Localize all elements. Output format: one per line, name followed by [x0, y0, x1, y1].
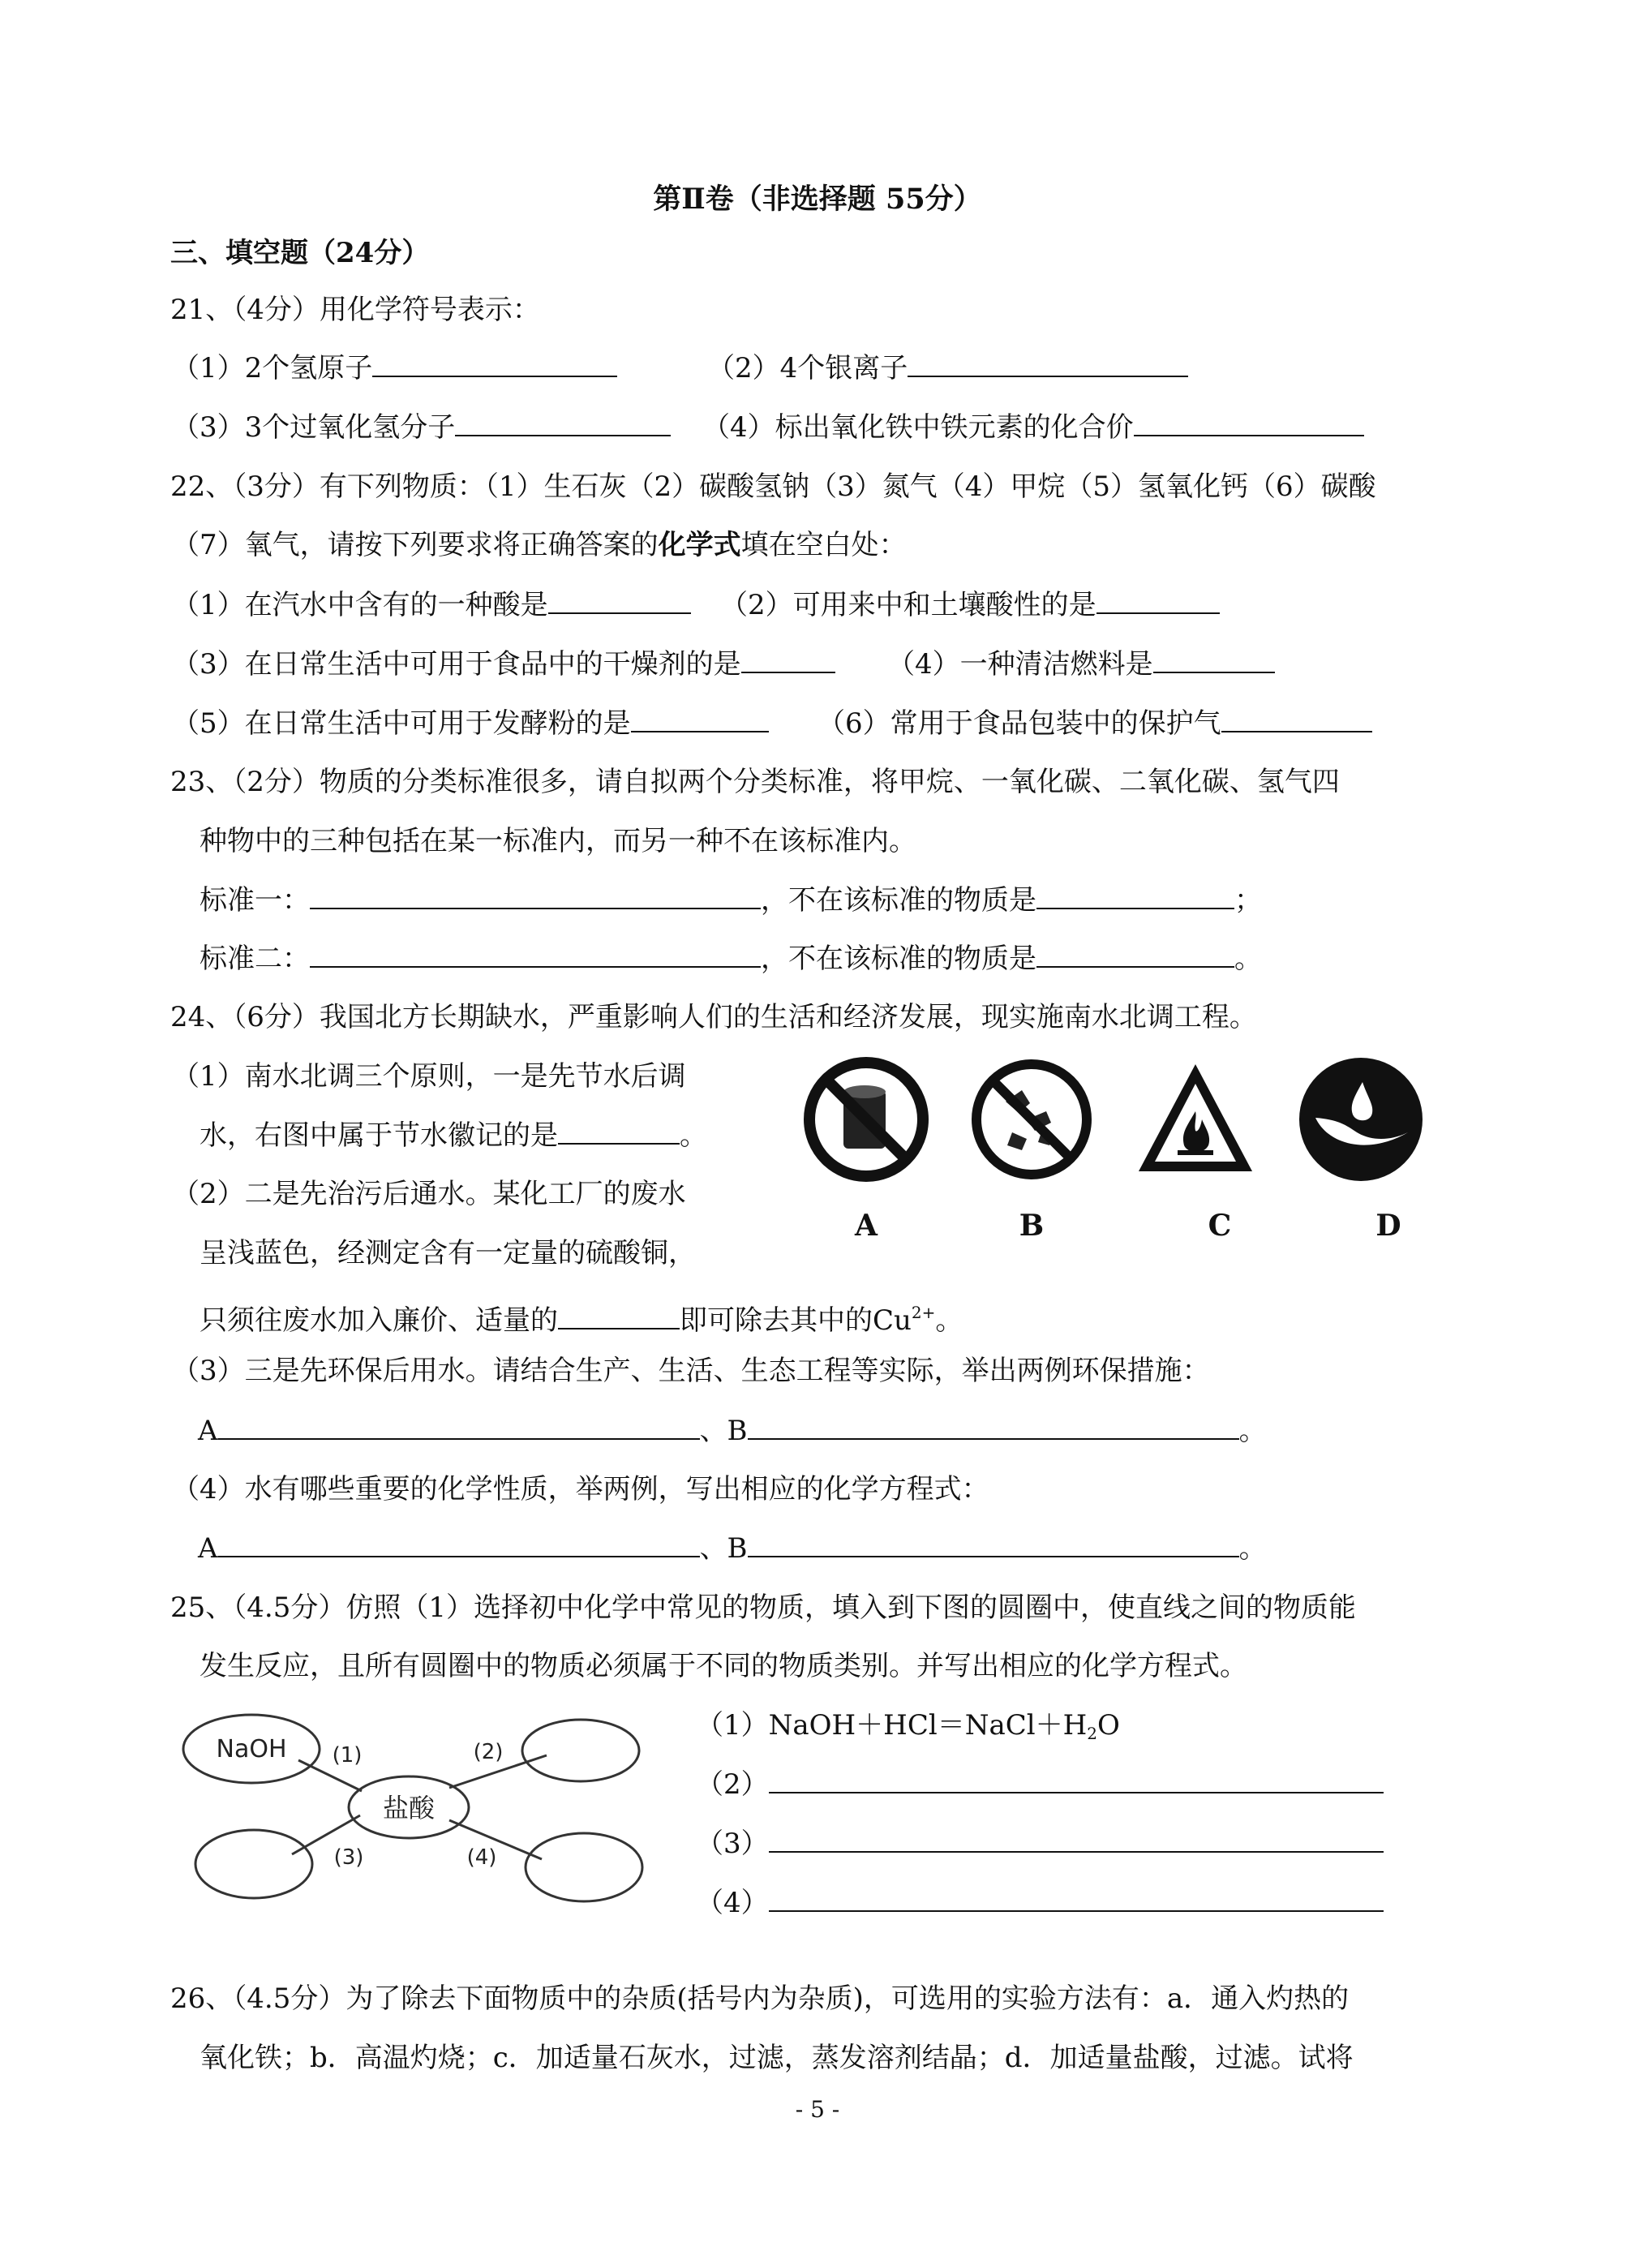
link-label-4: (4) — [466, 1845, 497, 1870]
q24-part4-answers — [198, 1529, 1267, 1568]
equation-text: （1）NaOH＋HCl＝NaCl＋H — [696, 1709, 1088, 1742]
q23-standard2 — [200, 939, 1262, 978]
q24-part2-line2: 呈浅蓝色，经测定含有一定量的硫酸铜， — [200, 1237, 696, 1269]
q26-stem-line1: 26、（4.5分）为了除去下面物质中的杂质(括号内为杂质)，可选用的实验方法有：a．通入灼热的 — [170, 1982, 1350, 2015]
answer-blank[interactable] — [1221, 707, 1372, 732]
answer-blank[interactable] — [1036, 942, 1234, 968]
q22-stem-text: （7）氧气，请按下列要求将正确答案的 — [172, 529, 659, 561]
naoh-label: NaOH — [216, 1735, 287, 1763]
reaction-diagram — [177, 1702, 647, 1906]
q21-part3-text: （3）3个过氧化氢分子 — [172, 411, 456, 444]
q22-part5 — [172, 704, 769, 743]
q25-equation2 — [696, 1765, 1384, 1804]
flammable-warning-sign-icon — [1131, 1055, 1260, 1184]
q24-part2-line1: （2）二是先治污后通水。某化工厂的废水 — [172, 1178, 686, 1210]
q22-part3-text: （3）在日常生活中可用于食品中的干燥剂的是 — [172, 648, 741, 681]
punctuation: 。 — [1234, 943, 1262, 975]
link-label-2: (2) — [473, 1740, 504, 1764]
q24-part3: （3）三是先环保后用水。请结合生产、生活、生态工程等实际，举出两例环保措施： — [172, 1355, 1210, 1387]
punctuation: 。 — [680, 1119, 707, 1152]
q21-part1-text: （1）2个氢原子 — [172, 352, 373, 384]
q25-equation4 — [696, 1884, 1384, 1922]
q22-part1 — [172, 586, 691, 625]
q22-part1-text: （1）在汽水中含有的一种酸是 — [172, 589, 548, 621]
q21-part1 — [172, 349, 617, 388]
hydrochloric-acid-label: 盐酸 — [382, 1793, 436, 1823]
answer-blank[interactable] — [558, 1119, 680, 1145]
q22-part4 — [887, 645, 1275, 684]
equation-label: （4） — [696, 1887, 769, 1919]
q25-stem-line2: 发生反应，且所有圆圈中的物质必须属于不同的物质类别。并写出相应的化学方程式。 — [200, 1650, 1247, 1682]
empty-circle-2[interactable] — [522, 1720, 639, 1781]
answer-blank[interactable] — [748, 1414, 1239, 1440]
no-littering-sign-icon — [967, 1055, 1096, 1184]
not-in-label: ，不在该标准的物质是 — [761, 943, 1036, 975]
answer-blank[interactable] — [218, 1531, 700, 1557]
standard-label: 标准二： — [200, 943, 310, 975]
answer-label-a: A — [198, 1415, 218, 1447]
equation-text-end: O — [1097, 1709, 1120, 1742]
answer-blank[interactable] — [769, 1827, 1384, 1853]
answer-blank[interactable] — [1153, 647, 1275, 673]
q24-part1-line1: （1）南水北调三个原则，一是先节水后调 — [172, 1060, 686, 1093]
q23-stem-line2: 种物中的三种包括在某一标准内，而另一种不在该标准内。 — [200, 825, 916, 857]
answer-blank[interactable] — [310, 883, 761, 909]
q22-stem-line1: 22、（3分）有下列物质：（1）生石灰（2）碳酸氢钠（3）氮气（4）甲烷（5）氢氧化钙（6）碳酸 — [170, 470, 1376, 503]
sign-label-b: B — [1019, 1209, 1045, 1243]
q22-part3 — [172, 645, 835, 684]
equation-label: （3） — [696, 1828, 769, 1860]
equation-label: （2） — [696, 1768, 769, 1801]
q22-stem-end: 填在空白处： — [740, 529, 907, 561]
empty-circle-3[interactable] — [195, 1830, 312, 1898]
answer-blank[interactable] — [548, 588, 691, 614]
answer-blank[interactable] — [310, 942, 761, 968]
punctuation: 。 — [1238, 1415, 1267, 1447]
answer-blank[interactable] — [1096, 588, 1220, 614]
not-in-label: ，不在该标准的物质是 — [761, 884, 1036, 917]
ion-charge: 2+ — [911, 1303, 936, 1322]
answer-blank[interactable] — [558, 1304, 680, 1329]
q22-emphasis: 化学式 — [658, 529, 741, 561]
q24-stem: 24、（6分）我国北方长期缺水，严重影响人们的生活和经济发展，现实施南水北调工程。 — [170, 1001, 1257, 1033]
q25-stem-line1: 25、（4.5分）仿照（1）选择初中化学中常见的物质，填入到下图的圆圈中，使直线之间的物质能 — [170, 1591, 1356, 1624]
answer-blank[interactable] — [741, 647, 835, 673]
answer-blank[interactable] — [218, 1414, 700, 1440]
answer-blank[interactable] — [769, 1886, 1384, 1912]
part-title: 三、填空题（24分） — [170, 237, 430, 269]
no-oil-barrel-sign-icon — [801, 1055, 931, 1184]
q21-part2 — [707, 349, 1188, 388]
answer-label-a: A — [198, 1532, 218, 1565]
q22-part5-text: （5）在日常生活中可用于发酵粉的是 — [172, 707, 631, 740]
q21-part3 — [172, 408, 671, 447]
q22-part6 — [818, 704, 1372, 743]
q21-part4-text: （4）标出氧化铁中铁元素的化合价 — [702, 411, 1134, 444]
section-title: 第Ⅱ卷（非选择题 55分） — [653, 183, 982, 216]
q22-part2-text: （2）可用来中和土壤酸性的是 — [720, 589, 1096, 621]
empty-circle-4[interactable] — [526, 1833, 642, 1901]
standard-label: 标准一： — [200, 884, 310, 917]
q21-part2-text: （2）4个银离子 — [707, 352, 908, 384]
answer-blank[interactable] — [631, 707, 769, 732]
q24-part4: （4）水有哪些重要的化学性质，举两例，写出相应的化学方程式： — [172, 1473, 989, 1506]
q24-part3-answers — [198, 1411, 1267, 1450]
answer-blank[interactable] — [1134, 410, 1364, 436]
q25-equation1 — [696, 1706, 1120, 1753]
sign-label-c: C — [1208, 1209, 1232, 1243]
q25-equation3 — [696, 1824, 1384, 1863]
q22-part4-text: （4）一种清洁燃料是 — [887, 648, 1153, 681]
answer-blank[interactable] — [769, 1768, 1384, 1793]
q22-part2 — [720, 586, 1220, 625]
answer-blank[interactable] — [372, 351, 617, 377]
answer-label-b: 、B — [699, 1415, 748, 1447]
answer-blank[interactable] — [748, 1531, 1239, 1557]
punctuation: 。 — [1238, 1532, 1267, 1565]
q24-part2-line3 — [200, 1293, 963, 1340]
punctuation: 。 — [935, 1304, 963, 1337]
q22-part6-text: （6）常用于食品包装中的保护气 — [818, 707, 1221, 740]
q24-part1-line2 — [200, 1116, 707, 1155]
q24-part1-text: 水，右图中属于节水徽记的是 — [200, 1119, 558, 1152]
punctuation: ； — [1234, 884, 1262, 917]
sign-label-a: A — [855, 1209, 878, 1243]
water-saving-emblem-icon — [1296, 1055, 1426, 1184]
answer-blank[interactable] — [455, 410, 671, 436]
q24-ion-text: 即可除去其中的Cu — [680, 1304, 912, 1337]
q23-stem-line1: 23、（2分）物质的分类标准很多，请自拟两个分类标准，将甲烷、一氧化碳、二氧化碳、氢气四 — [170, 766, 1340, 798]
sign-label-d: D — [1375, 1209, 1401, 1243]
link-label-3: (3) — [333, 1845, 364, 1870]
q21-stem: 21、（4分）用化学符号表示： — [170, 294, 540, 326]
answer-blank[interactable] — [1036, 883, 1234, 909]
q24-part2-text: 只须往废水加入廉价、适量的 — [200, 1304, 558, 1337]
answer-label-b: 、B — [699, 1532, 748, 1565]
answer-blank[interactable] — [908, 351, 1188, 377]
q21-part4 — [702, 408, 1364, 447]
q26-stem-line2: 氧化铁；b．高温灼烧；c．加适量石灰水，过滤，蒸发溶剂结晶；d．加适量盐酸，过滤。试将 — [200, 2042, 1354, 2074]
q22-stem-line2 — [172, 526, 907, 565]
q23-standard1 — [200, 881, 1262, 920]
subscript: 2 — [1087, 1724, 1098, 1743]
link-label-1: (1) — [332, 1743, 363, 1768]
page-number: - 5 - — [795, 2096, 840, 2123]
